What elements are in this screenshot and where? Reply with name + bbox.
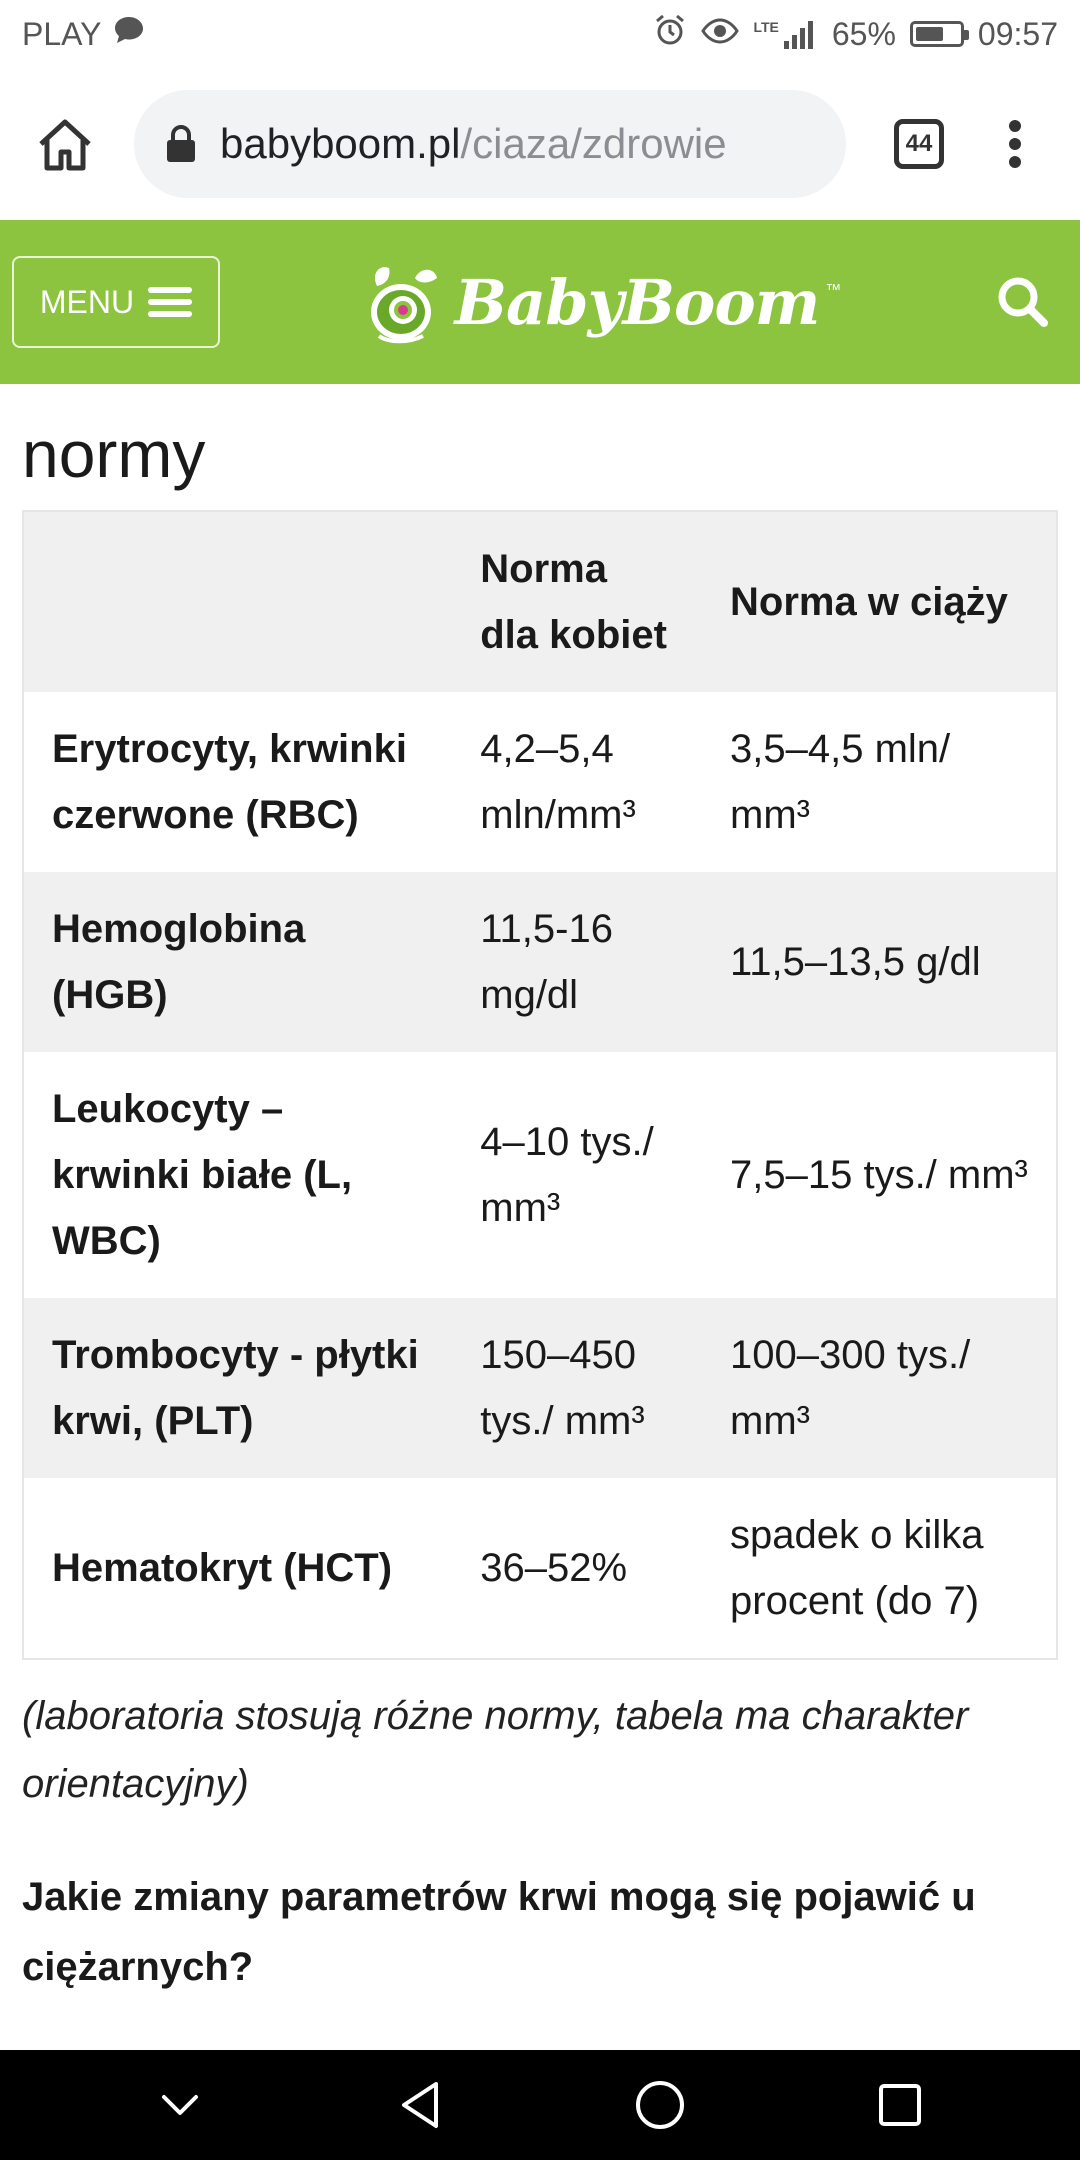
search-button[interactable] [978, 257, 1068, 347]
message-icon [113, 15, 145, 53]
url-domain: babyboom.pl [220, 120, 461, 167]
table-header-cell: Norma dla kobiet [480, 547, 667, 657]
table-header-cell [23, 511, 452, 692]
clock: 09:57 [977, 15, 1058, 52]
norm-pregnancy-cell: 11,5–13,5 g/dl [730, 940, 981, 984]
site-logo[interactable] [357, 256, 842, 348]
article-subheading: Jakie zmiany parametrów krwi mogą się pojawić u ciężarnych? [22, 1875, 976, 1989]
menu-label: MENU [39, 283, 135, 320]
table-row [23, 1298, 1057, 1478]
tab-switcher-button[interactable] [880, 105, 958, 183]
home-icon [35, 116, 95, 172]
back-button[interactable] [370, 2055, 470, 2155]
network-type: LTE [753, 19, 779, 35]
logo-bird-icon [357, 256, 449, 348]
battery-fill [916, 27, 943, 41]
recents-square-icon [877, 2082, 923, 2128]
battery-percent: 65% [831, 15, 896, 52]
home-nav-button[interactable] [610, 2055, 710, 2155]
status-bar [0, 0, 1080, 68]
browser-toolbar [0, 68, 1080, 220]
logo-text: BabyBoom [454, 265, 820, 339]
alarm-icon [653, 13, 687, 55]
status-left [22, 15, 145, 53]
search-icon [996, 275, 1050, 329]
norm-women-cell: 4,2–5,4 mln/mm³ [480, 727, 636, 837]
norm-women-cell: 36–52% [480, 1546, 628, 1590]
table-row [23, 1478, 1057, 1659]
table-note: (laboratoria stosują różne normy, tabela ma charakter orientacyjny) [22, 1694, 969, 1806]
url-path: /ciaza/zdrowie [460, 120, 727, 167]
norm-women-cell: 4–10 tys./ mm³ [480, 1120, 654, 1230]
eye-comfort-icon [701, 15, 739, 53]
chevron-down-icon [160, 2093, 200, 2117]
lock-icon [164, 124, 198, 164]
parameter-cell: Trombocyty - płytki krwi, (PLT) [52, 1333, 419, 1443]
parameter-cell: Leukocyty – krwinki białe (L, WBC) [52, 1087, 353, 1263]
norm-pregnancy-cell: 100–300 tys./ mm³ [730, 1333, 971, 1443]
article-content [22, 384, 1058, 2002]
system-nav-bar [0, 2050, 1080, 2160]
menu-button[interactable] [12, 256, 220, 348]
parameter-cell: Hemoglobina (HGB) [52, 907, 306, 1017]
recents-button[interactable] [850, 2055, 950, 2155]
tab-count: 44 [894, 119, 944, 169]
parameter-cell: Hematokryt (HCT) [52, 1546, 393, 1590]
hide-nav-button[interactable] [130, 2055, 230, 2155]
norm-women-cell: 150–450 tys./ mm³ [480, 1333, 645, 1443]
table-row [23, 872, 1057, 1052]
hamburger-icon [148, 287, 192, 317]
carrier-name: PLAY [22, 15, 102, 52]
address-bar[interactable] [134, 90, 846, 198]
logo-trademark: ™ [825, 282, 842, 299]
norm-pregnancy-cell: 7,5–15 tys./ mm³ [730, 1153, 1028, 1197]
table-header-row [23, 511, 1057, 692]
site-header [0, 220, 1080, 384]
blood-norms-table [22, 510, 1058, 1660]
overflow-menu-button[interactable] [976, 105, 1054, 183]
norm-pregnancy-cell: spadek o kilka procent (do 7) [730, 1513, 984, 1623]
parameter-cell: Erytrocyty, krwinki czerwone (RBC) [52, 727, 407, 837]
signal-icon [753, 19, 817, 49]
norm-pregnancy-cell: 3,5–4,5 mln/ mm³ [730, 727, 951, 837]
home-circle-icon [634, 2079, 686, 2131]
battery-icon [910, 21, 964, 47]
table-row [23, 1052, 1057, 1298]
more-vert-icon [1008, 119, 1022, 169]
norm-women-cell: 11,5-16 mg/dl [480, 907, 613, 1017]
home-button[interactable] [26, 105, 104, 183]
section-heading: normy [22, 417, 206, 491]
table-header-cell: Norma w ciąży [730, 580, 1008, 624]
status-right [653, 13, 1058, 55]
table-row [23, 692, 1057, 872]
back-triangle-icon [398, 2080, 442, 2130]
